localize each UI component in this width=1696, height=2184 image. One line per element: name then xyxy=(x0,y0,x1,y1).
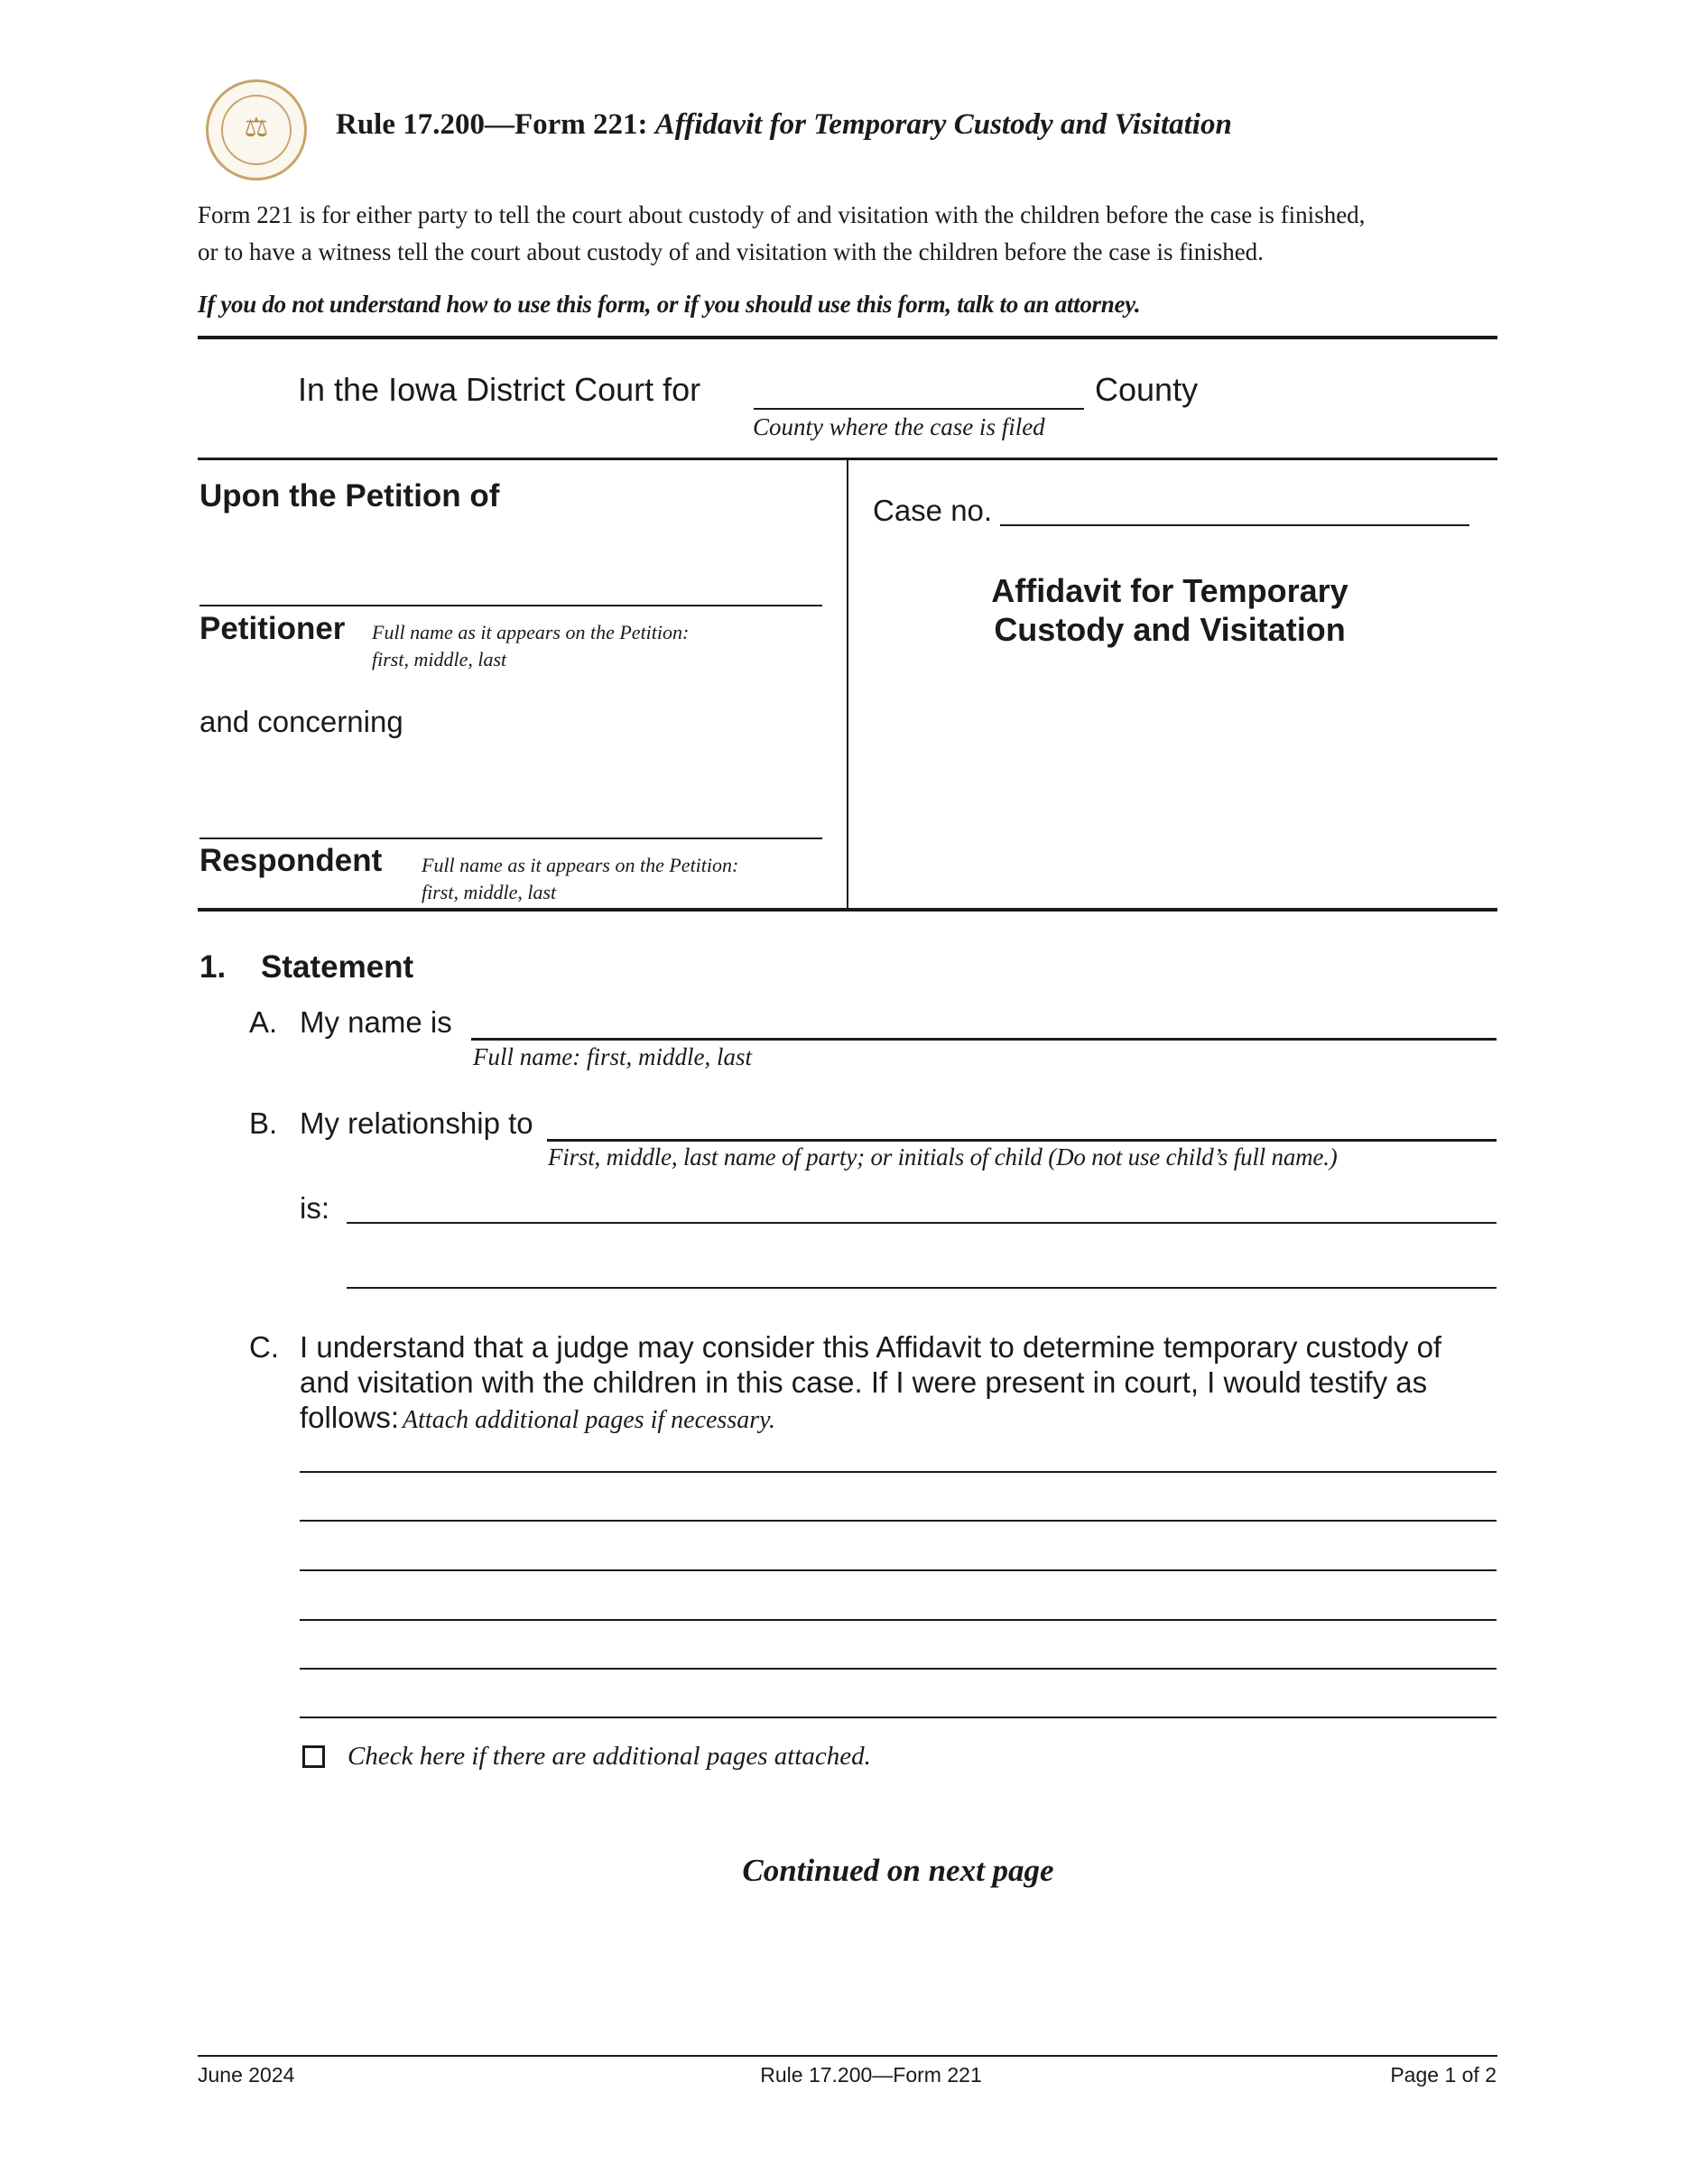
and-concerning: and concerning xyxy=(199,705,403,738)
court-prefix: In the Iowa District Court for xyxy=(298,371,701,408)
respondent-hint-2: first, middle, last xyxy=(422,881,557,903)
form-title-name: Affidavit for Temporary Custody and Visitation xyxy=(654,108,1232,141)
relationship-to-hint: First, middle, last name of party; or initials of child (Do not use child’s full name.) xyxy=(548,1143,1338,1171)
respondent-underline xyxy=(199,838,822,839)
testimony-line[interactable] xyxy=(300,1569,1497,1571)
item-b-label: My relationship to xyxy=(300,1106,533,1140)
affiant-name-underline xyxy=(471,1038,1497,1041)
item-c-line-2: and visitation with the children in this case. If I were present in court, I would testify as xyxy=(300,1365,1428,1399)
respondent-hint-1: Full name as it appears on the Petition: xyxy=(422,854,739,876)
testimony-line[interactable] xyxy=(300,1668,1497,1670)
relationship-is-underline-1 xyxy=(347,1222,1497,1224)
petitioner-label: Petitioner xyxy=(199,611,346,646)
additional-pages-checkbox[interactable] xyxy=(302,1745,325,1768)
form-title xyxy=(336,106,1232,143)
section-heading: Statement xyxy=(261,949,414,985)
case-number-underline xyxy=(1000,524,1469,526)
intro-line-1: Form 221 is for either party to tell the court about custody of and visitation with the children before the case is finished, xyxy=(198,201,1366,228)
petitioner-name-input[interactable] xyxy=(199,563,826,605)
footer-divider xyxy=(198,2055,1497,2057)
county-input[interactable] xyxy=(754,370,1087,408)
respondent-name-input[interactable] xyxy=(199,796,826,838)
additional-pages-label: Check here if there are additional pages attached. xyxy=(348,1742,871,1771)
affiant-name-hint: Full name: first, middle, last xyxy=(473,1043,752,1070)
case-no-label: Case no. xyxy=(873,494,993,527)
case-number-input[interactable] xyxy=(1000,489,1473,527)
header-divider xyxy=(198,336,1497,339)
caption-bottom-border xyxy=(198,908,1497,912)
petition-heading: Upon the Petition of xyxy=(199,478,500,514)
item-a-letter: A. xyxy=(249,1005,278,1039)
county-underline xyxy=(754,408,1084,410)
respondent-label: Respondent xyxy=(199,843,383,878)
petitioner-hint-2: first, middle, last xyxy=(372,648,507,671)
affiant-name-input[interactable] xyxy=(471,1002,1499,1040)
intro-line-2: or to have a witness tell the court about custody of and visitation with the children before the case is finished. xyxy=(198,238,1264,265)
item-c-line-3 xyxy=(300,1400,775,1441)
relationship-is-underline-2 xyxy=(347,1287,1497,1289)
item-c-line-1: I understand that a judge may consider this Affidavit to determine temporary custody of xyxy=(300,1330,1442,1364)
section-number: 1. xyxy=(199,949,227,985)
relationship-to-input[interactable] xyxy=(547,1103,1498,1141)
seal-emblem-icon: ⚖ xyxy=(244,113,269,143)
form-title-rule: Rule 17.200—Form 221: xyxy=(336,108,648,141)
continued-note: Continued on next page xyxy=(742,1853,1054,1888)
petitioner-hint-1: Full name as it appears on the Petition: xyxy=(372,621,690,643)
seal-inner-ring xyxy=(221,95,292,165)
testimony-line[interactable] xyxy=(300,1717,1497,1718)
item-c-follows: follows: xyxy=(300,1401,400,1434)
document-title-line-2: Custody and Visitation xyxy=(994,611,1346,648)
county-caption: County where the case is filed xyxy=(753,413,1045,440)
attorney-warning: If you do not understand how to use this form, or if you should use this form, talk to an attorney. xyxy=(198,291,1141,318)
court-suffix: County xyxy=(1095,371,1199,408)
petitioner-underline xyxy=(199,605,822,606)
item-b-letter: B. xyxy=(249,1106,278,1140)
footer-date: June 2024 xyxy=(198,2063,295,2087)
item-c-hint: Attach additional pages if necessary. xyxy=(403,1406,775,1434)
testimony-line[interactable] xyxy=(300,1471,1497,1473)
testimony-line[interactable] xyxy=(300,1520,1497,1522)
document-title-line-1: Affidavit for Temporary xyxy=(991,572,1348,609)
relationship-is-input[interactable] xyxy=(347,1186,1497,1224)
item-b-is-label: is: xyxy=(300,1191,329,1225)
footer-page: Page 1 of 2 xyxy=(1390,2063,1497,2087)
item-a-label: My name is xyxy=(300,1005,452,1039)
item-c-letter: C. xyxy=(249,1330,279,1364)
footer-form: Rule 17.200—Form 221 xyxy=(760,2063,982,2087)
caption-column-divider xyxy=(847,458,848,911)
iowa-judicial-branch-seal-icon xyxy=(206,79,307,180)
testimony-line[interactable] xyxy=(300,1619,1497,1621)
